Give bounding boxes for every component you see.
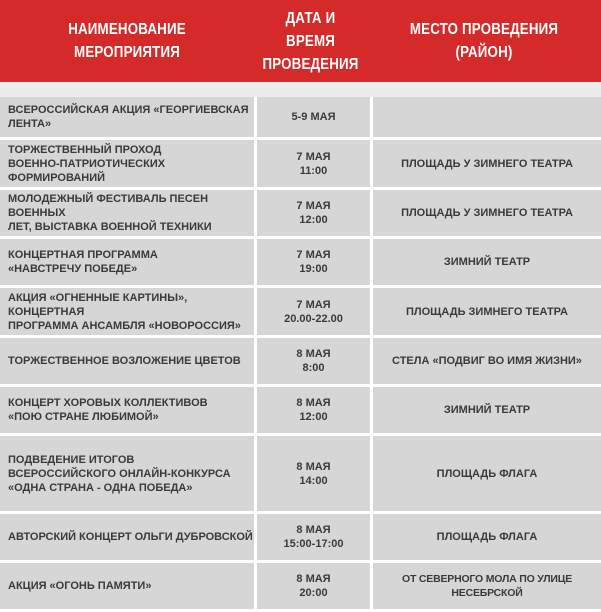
- header-event-name: НАИМЕНОВАНИЕ МЕРОПРИЯТИЯ: [68, 21, 186, 61]
- event-place-cell: ПЛОЩАДЬ У ЗИМНЕГО ТЕАТРА: [373, 190, 601, 236]
- event-place-cell: [373, 97, 601, 137]
- table-row: [0, 338, 601, 384]
- event-place-cell: СТЕЛА «ПОДВИГ ВО ИМЯ ЖИЗНИ»: [373, 338, 601, 384]
- event-name-cell: ТОРЖЕСТВЕННОЕ ВОЗЛОЖЕНИЕ ЦВЕТОВ: [0, 338, 254, 384]
- event-name-cell: ВСЕРОССИЙСКАЯ АКЦИЯ «ГЕОРГИЕВСКАЯ ЛЕНТА»: [0, 97, 254, 137]
- event-place-cell: ЗИМНИЙ ТЕАТР: [373, 387, 601, 433]
- event-name-cell: ТОРЖЕСТВЕННЫЙ ПРОХОД ВОЕННО-ПАТРИОТИЧЕСКИХ ФОРМИРОВАНИЙ: [0, 140, 254, 187]
- event-date-cell: 5-9 МАЯ: [257, 97, 370, 137]
- event-name-cell: АКЦИЯ «ОГОНЬ ПАМЯТИ»: [0, 563, 254, 609]
- event-date-cell: 7 МАЯ 19:00: [257, 239, 370, 285]
- event-date-cell: 8 МАЯ 15:00-17:00: [257, 514, 370, 560]
- table-row: [0, 97, 601, 137]
- table-row: [0, 140, 601, 187]
- events-table: [0, 97, 601, 612]
- event-place-cell: ЗИМНИЙ ТЕАТР: [373, 239, 601, 285]
- table-row: [0, 239, 601, 285]
- table-row: [0, 563, 601, 609]
- event-name-cell: МОЛОДЕЖНЫЙ ФЕСТИВАЛЬ ПЕСЕН ВОЕННЫХ ЛЕТ, ВЫСТАВКА ВОЕННОЙ ТЕХНИКИ: [0, 190, 254, 236]
- header-divider: [0, 82, 601, 97]
- table-row: [0, 436, 601, 511]
- table-header: [0, 0, 601, 82]
- event-name-cell: КОНЦЕРТ ХОРОВЫХ КОЛЛЕКТИВОВ «ПОЮ СТРАНЕ ЛЮБИМОЙ»: [0, 387, 254, 433]
- event-date-cell: 7 МАЯ 12:00: [257, 190, 370, 236]
- event-name-cell: КОНЦЕРТНАЯ ПРОГРАММА «НАВСТРЕЧУ ПОБЕДЕ»: [0, 239, 254, 285]
- event-date-cell: 8 МАЯ 14:00: [257, 436, 370, 511]
- header-place: МЕСТО ПРОВЕДЕНИЯ (РАЙОН): [409, 21, 559, 61]
- event-place-cell: ОТ СЕВЕРНОГО МОЛА ПО УЛИЦЕ НЕСЕБРСКОЙ: [373, 563, 601, 609]
- event-place-cell: ПЛОЩАДЬ ФЛАГА: [373, 514, 601, 560]
- event-date-cell: 8 МАЯ 12:00: [257, 387, 370, 433]
- event-date-cell: 8 МАЯ 8:00: [257, 338, 370, 384]
- table-row: [0, 387, 601, 433]
- event-name-cell: АВТОРСКИЙ КОНЦЕРТ ОЛЬГИ ДУБРОВСКОЙ: [0, 514, 254, 560]
- table-row: [0, 288, 601, 335]
- table-row: [0, 514, 601, 560]
- table-row: [0, 190, 601, 236]
- event-name-cell: АКЦИЯ «ОГНЕННЫЕ КАРТИНЫ», КОНЦЕРТНАЯ ПРОГРАММА АНСАМБЛЯ «НОВОРОССИЯ»: [0, 288, 254, 335]
- event-place-cell: ПЛОЩАДЬ ФЛАГА: [373, 436, 601, 511]
- event-place-cell: ПЛОЩАДЬ У ЗИМНЕГО ТЕАТРА: [373, 140, 601, 187]
- header-date-time: ДАТА И ВРЕМЯ ПРОВЕДЕНИЯ: [262, 9, 359, 73]
- event-date-cell: 7 МАЯ 20.00-22.00: [257, 288, 370, 335]
- event-place-cell: ПЛОЩАДЬ ЗИМНЕГО ТЕАТРА: [373, 288, 601, 335]
- event-name-cell: ПОДВЕДЕНИЕ ИТОГОВ ВСЕРОССИЙСКОГО ОНЛАЙН-КОНКУРСА «ОДНА СТРАНА - ОДНА ПОБЕДА»: [0, 436, 254, 511]
- event-date-cell: 7 МАЯ 11:00: [257, 140, 370, 187]
- event-date-cell: 8 МАЯ 20:00: [257, 563, 370, 609]
